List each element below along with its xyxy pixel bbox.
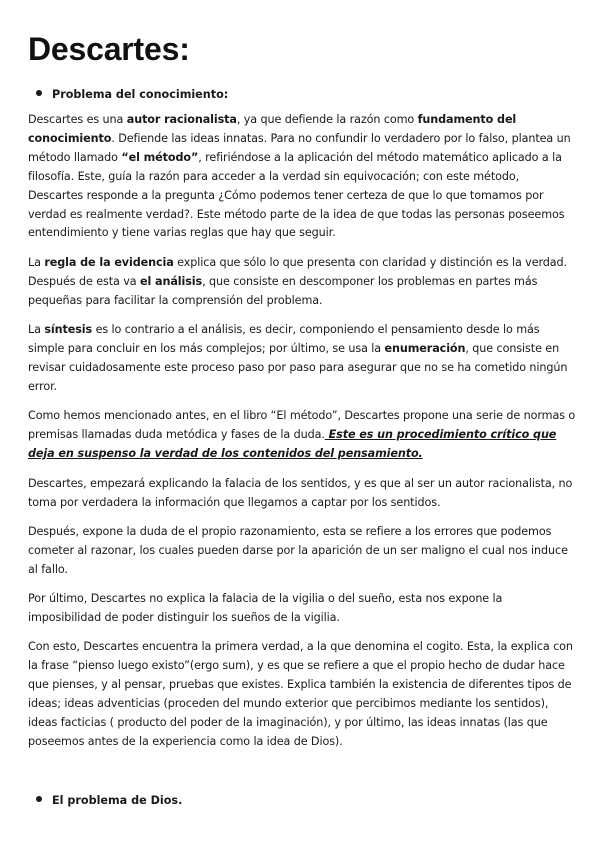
bold-term: enumeración — [384, 341, 466, 355]
text-run: es lo contrario a el análisis, es decir, componiendo el pensamiento desde lo más simple para concluir en los más complejos; por último, se usa la — [28, 323, 540, 355]
text-run: La — [28, 323, 45, 336]
bold-term: autor racionalista — [126, 113, 237, 126]
underlined-emphasis: Este es un procedimiento crítico que deja en suspenso la verdad de los contenidos del pensamiento. — [28, 427, 557, 460]
paragraph-methodic-doubt — [28, 407, 576, 464]
paragraph-reasoning: Después, expone la duda de el propio razonamiento, esta se refiere a los errores que podemos cometer al razonar, los cuales pueden darse por la aparición de un ser maligno el cual nos induce al fallo. — [28, 525, 568, 576]
text-run: Descartes es una — [28, 113, 127, 126]
bold-term: “el método” — [121, 150, 199, 164]
page-title: Descartes: — [28, 31, 190, 67]
text-run: , que consiste en revisar cuidadosamente este proceso paso por paso para asegurar que no se ha cometido ningún error. — [28, 341, 568, 393]
section-heading-knowledge — [36, 86, 228, 103]
section-heading-text: Problema del conocimiento: — [52, 88, 229, 101]
paragraph-dream: Por último, Descartes no explica la falacia de la vigilia o del sueño, esta nos expone la imposibilidad de poder distinguir los sueños de la vigilia. — [28, 592, 503, 624]
paragraph-rules — [28, 254, 576, 311]
paragraph-method — [28, 111, 576, 243]
text-run: , que consiste en descomponer los problemas en partes más pequeñas para facilitar la comprensión del problema. — [28, 274, 538, 307]
text-run: explica que sólo lo que presenta con claridad y distinción es la verdad. Después de esta va — [28, 256, 567, 288]
section-heading-text: El problema de Dios. — [52, 794, 183, 807]
text-run: La — [28, 256, 45, 269]
paragraph-synthesis — [28, 321, 576, 397]
text-run: , ya que defiende la razón como — [236, 113, 418, 126]
section-heading-god — [36, 792, 182, 809]
paragraph-cogito: Con esto, Descartes encuentra la primera verdad, a la que denomina el cogito. Esta, la explica con la frase “pienso luego existo”(ergo sum), y es que se refiere a que el propio hecho de dudar hace que pienses, y al pensar, pruebas que existes. Explica también la existencia de diferentes tipos de ideas; ideas adventicias (proceden del mundo exterior que percibimos mediante los sentidos), ideas facticias ( producto del poder de la imaginación), y por último, las ideas innatas (las que poseemos antes de la experiencia como la idea de Dios). — [28, 640, 573, 748]
bold-term: regla de la evidencia — [44, 256, 174, 269]
paragraph-senses: Descartes, empezará explicando la falacia de los sentidos, y es que al ser un autor racionalista, no toma por verdadera la información que llegamos a captar por los sentidos. — [28, 477, 573, 509]
text-run: , refiriéndose a la aplicación del método matemático aplicado a la filosofía. Este, guía la razón para acceder a la verdad sin equivocación; con este método, Descartes responde a la pregunta ¿Cómo podemos tener certeza de que lo que tomamos por verdad es realmente verdad?. Este método parte de la idea de que todas las personas poseemos entendimiento y tiene varias reglas que hay que seguir. — [28, 150, 565, 240]
bullet-icon — [36, 796, 42, 802]
bold-term: fundamento del conocimiento — [28, 113, 517, 145]
bold-term: síntesis — [44, 323, 93, 336]
text-run: Como hemos mencionado antes, en el libro “El método”, Descartes propone una serie de normas o premisas llamadas duda metódica y fases de la duda. — [28, 409, 576, 441]
bullet-icon — [36, 90, 42, 96]
bold-term: el análisis — [139, 274, 203, 288]
text-run: . Defiende las ideas innatas. Para no confundir lo verdadero por lo falso, plantea un método llamado — [28, 131, 571, 164]
